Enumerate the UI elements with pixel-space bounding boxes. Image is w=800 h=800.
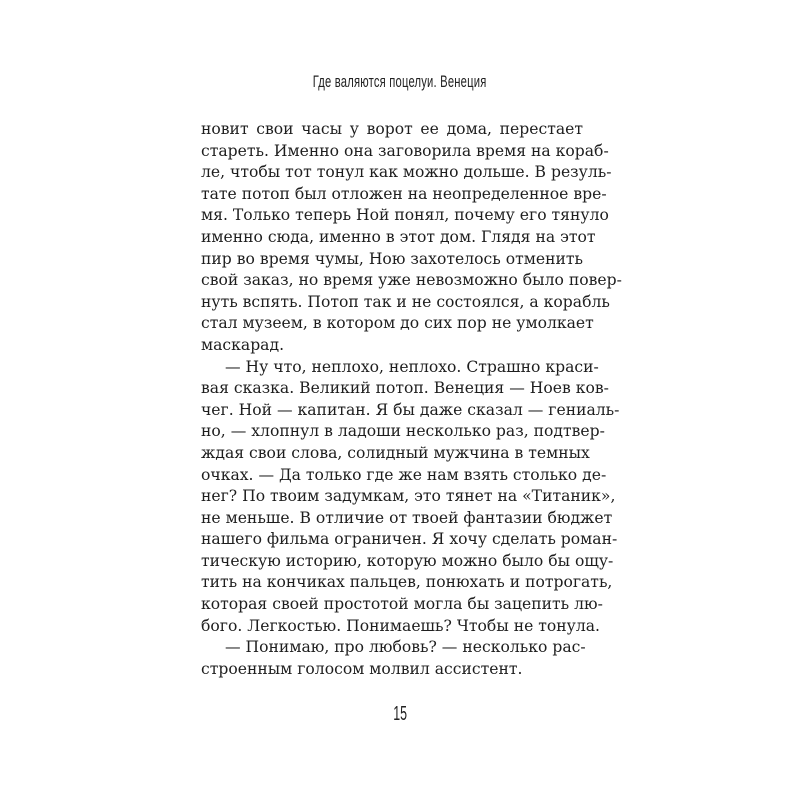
paragraph [201,637,586,680]
text-line: — Понимаю, про любовь? — несколько рас- [225,638,586,657]
text-line: очках. — Да только где же нам взять столько де- [201,465,607,484]
text-line: новит свои часы у ворот ее дома, перестает [201,120,583,138]
text-line: стареть. Именно она заговорила время на кораб- [201,141,609,160]
text-line: вая сказка. Великий потоп. Венеция — Ноев ков- [201,379,609,398]
page-number [0,703,800,726]
text-line: свой заказ, но время уже невозможно было повер- [201,271,622,290]
paragraph [201,119,622,357]
text-line: тическую историю, которую можно было бы ощу- [201,551,614,570]
text-line: стал музеем, в котором до сих пор не умолкает [201,314,594,333]
page-number-label: 15 [393,703,407,725]
text-line: маскарад. [201,335,285,354]
text-line: — Ну что, неплохо, неплохо. Страшно краси- [225,357,599,376]
text-line: именно сюда, именно в этот дом. Глядя на этот [201,227,596,246]
running-head [0,72,800,92]
text-line: ждая свои слова, солидный мужчина в темных [201,443,590,462]
running-head-title: Где валяются поцелуи. Венеция [313,72,487,91]
text-line: нашего фильма ограничен. Я хочу сделать роман- [201,530,618,549]
text-line: бого. Легкостью. Понимаешь? Чтобы не тонула. [201,616,601,635]
text-line: пир во время чумы, Ною захотелось отменить [201,249,583,268]
text-line: тить на кончиках пальцев, понюхать и потрогать, [201,573,613,592]
text-line: которая своей простотой могла бы зацепить лю- [201,595,603,614]
text-line: нег? По твоим задумкам, это тянет на «Титаник», [201,487,616,506]
text-line: не меньше. В отличие от твоей фантазии бюджет [201,508,613,527]
text-line: тате потоп был отложен на неопределенное вре- [201,184,607,203]
text-line: ле, чтобы тот тонул как можно дольше. В резуль- [201,163,612,182]
text-line: но, — хлопнул в ладоши несколько раз, подтвер- [201,422,605,441]
text-line: строенным голосом молвил ассистент. [201,659,523,678]
body-text [201,119,622,680]
text-line: нуть вспять. Потоп так и не состоялся, а корабль [201,292,610,311]
paragraph [201,357,620,638]
text-line: мя. Только теперь Ной понял, почему его тянуло [201,206,609,225]
text-line: чег. Ной — капитан. Я бы даже сказал — гениаль- [201,400,620,419]
